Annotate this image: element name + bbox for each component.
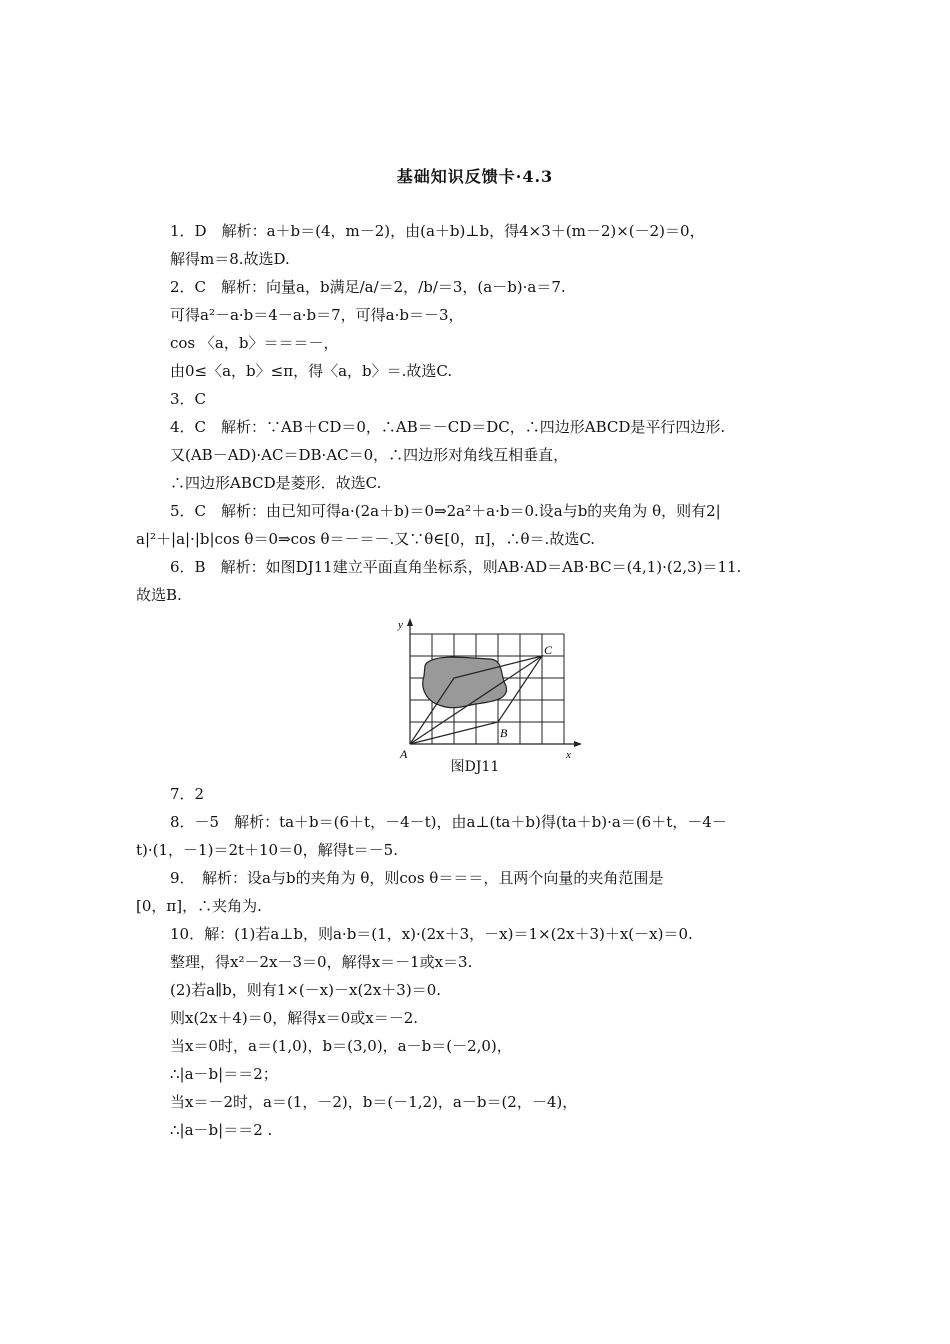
point-a-label: A bbox=[400, 747, 408, 761]
text-line: 2．C 解析：向量a，b满足/a/＝2，/b/＝3，(a－b)·a＝7. bbox=[170, 278, 566, 296]
shaded-region bbox=[423, 657, 507, 708]
text-line: 6．B 解析：如图DJ11建立平面直角坐标系，则AB·AD＝AB·BC＝(4,1)·(2,3)＝11. bbox=[170, 558, 742, 576]
text-line: 8．－5 解析：ta＋b＝(6＋t，－4－t)，由a⊥(ta＋b)得(ta＋b)·a＝(6＋t，－4－ bbox=[170, 813, 727, 831]
text-line: [0，π]，∴夹角为. bbox=[136, 897, 262, 915]
figure-dj11 bbox=[396, 614, 596, 774]
text-line: 4．C 解析：∵AB＋CD＝0，∴AB＝－CD＝DC，∴四边形ABCD是平行四边形. bbox=[170, 418, 726, 436]
text-line: 又(AB－AD)·AC＝DB·AC＝0，∴四边形对角线互相垂直， bbox=[170, 446, 569, 464]
text-line: (2)若a∥b，则有1×(－x)－x(2x＋3)＝0. bbox=[170, 981, 442, 999]
point-c-label: C bbox=[544, 643, 553, 657]
x-axis-label: x bbox=[566, 749, 571, 761]
point-b-label: B bbox=[500, 726, 508, 740]
text-line: ∴|a－b|＝＝2 . bbox=[170, 1121, 273, 1139]
text-line: 9． 解析：设a与b的夹角为 θ，则cos θ＝＝＝，且两个向量的夹角范围是 bbox=[170, 869, 664, 887]
text-line: 故选B. bbox=[136, 586, 182, 604]
text-line: 5．C 解析：由已知可得a·(2a＋b)＝0⇒2a²＋a·b＝0.设a与b的夹角为 θ，则有2| bbox=[170, 502, 721, 520]
text-line: ∴四边形ABCD是菱形．故选C. bbox=[170, 474, 382, 492]
text-line: 解得m＝8.故选D. bbox=[170, 250, 290, 268]
text-line: a|²＋|a|·|b|cos θ＝0⇒cos θ＝－＝－.又∵θ∈[0，π]，∴θ＝.故选C. bbox=[136, 530, 596, 548]
figure-caption: 图DJ11 bbox=[450, 759, 500, 775]
text-line: t)·(1，－1)＝2t＋10＝0，解得t＝－5. bbox=[136, 841, 398, 859]
page-title: 基础知识反馈卡·4.3 bbox=[396, 167, 554, 186]
text-line: cos 〈a，b〉＝＝＝－， bbox=[170, 334, 339, 352]
text-line: 10．解：(1)若a⊥b，则a·b＝(1，x)·(2x＋3，－x)＝1×(2x＋3)＋x(－x)＝0. bbox=[170, 925, 693, 943]
text-line: 由0≤〈a，b〉≤π，得〈a，b〉＝.故选C. bbox=[170, 362, 453, 380]
text-line: 7．2 bbox=[170, 785, 205, 803]
text-line: 当x＝0时，a＝(1,0)，b＝(3,0)，a－b＝(－2,0)， bbox=[170, 1037, 512, 1055]
text-line: ∴|a－b|＝＝2； bbox=[170, 1065, 278, 1083]
text-line: 3．C bbox=[170, 390, 207, 408]
y-axis-arrow bbox=[407, 618, 413, 626]
x-axis-arrow bbox=[574, 741, 582, 747]
text-line: 当x＝－2时，a＝(1，－2)，b＝(－1,2)，a－b＝(2，－4)， bbox=[170, 1093, 578, 1111]
y-axis-label: y bbox=[398, 619, 403, 631]
text-line: 可得a²－a·b＝4－a·b＝7，可得a·b＝－3， bbox=[170, 306, 464, 324]
text-line: 1．D 解析：a＋b＝(4，m－2)，由(a＋b)⊥b，得4×3＋(m－2)×(－2)＝0， bbox=[170, 222, 705, 240]
text-line: 整理，得x²－2x－3＝0，解得x＝－1或x＝3. bbox=[170, 953, 473, 971]
text-line: 则x(2x＋4)＝0，解得x＝0或x＝－2. bbox=[170, 1009, 419, 1027]
